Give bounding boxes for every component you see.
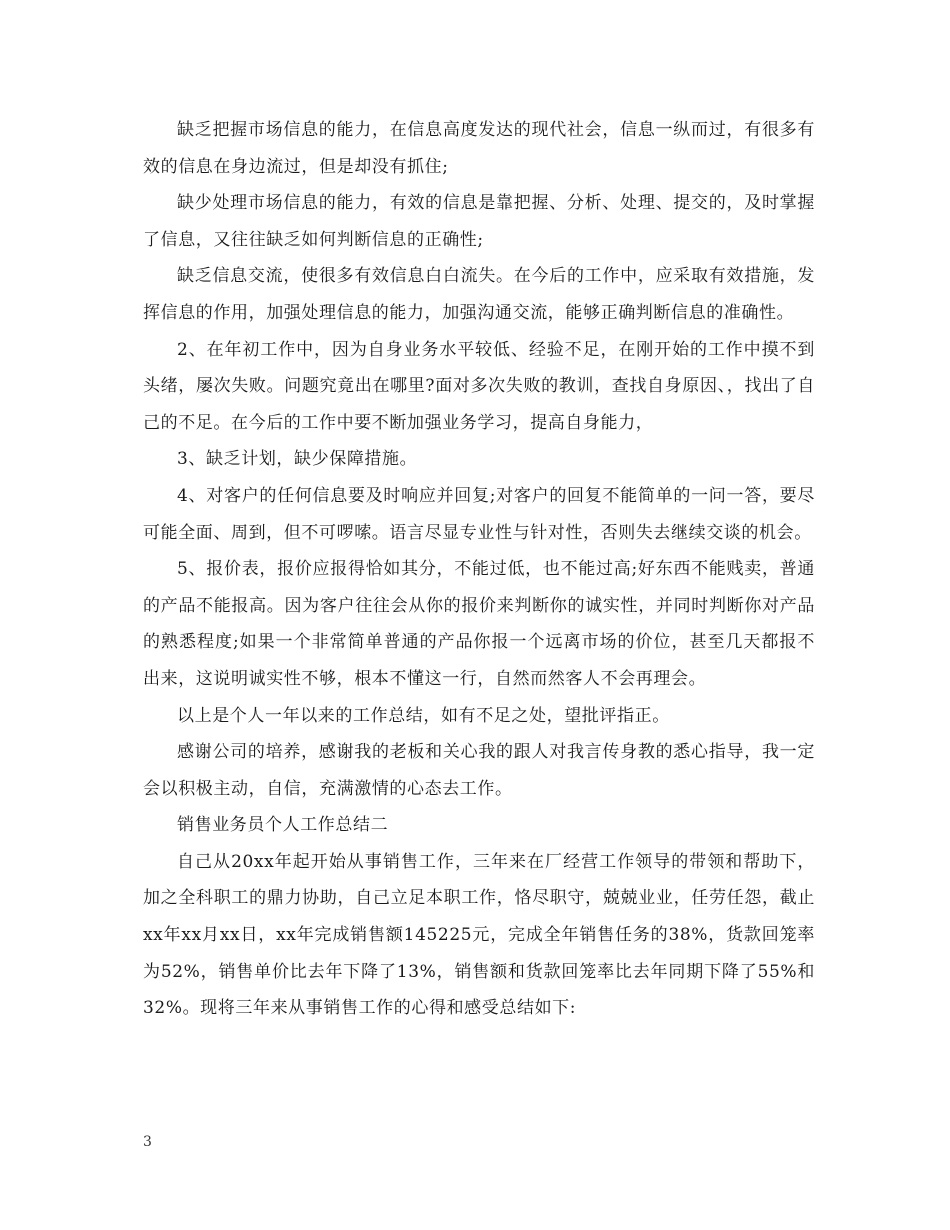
paragraph-item-5: 5、报价表，报价应报得恰如其分，不能过低，也不能过高;好东西不能贱卖，普通的产品不能报高。因为客户往往会从你的报价来判断你的诚实性，并同时判断你对产品的熟悉程度;如果一个非常简单普通的产品你报一个远离市场的价位，甚至几天都报不出来，这说明诚实性不够，根本不懂这一行，自然而然客人不会再理会。 xyxy=(143,559,815,689)
paragraph-section-intro: 自己从20xx年起开始从事销售工作，三年来在厂经营工作领导的带领和帮助下，加之全科职工的鼎力协助，自己立足本职工作，恪尽职守，兢兢业业，任劳任怨，截止xx年xx月xx日，xx年完成销售额145225元，完成全年销售任务的38%，货款回笼率为52%，销售单价比去年下降了13%，销售额和货款回笼率比去年同期下降了55%和32%。现将三年来从事销售工作的心得和感受总结如下: xyxy=(143,851,815,1019)
document-body xyxy=(143,112,815,1027)
paragraph-info-processing: 缺少处理市场信息的能力，有效的信息是靠把握、分析、处理、提交的，及时掌握了信息，又往往缺乏如何判断信息的正确性; xyxy=(143,193,815,250)
paragraph-info-exchange: 缺乏信息交流，使很多有效信息白白流失。在今后的工作中，应采取有效措施，发挥信息的作用，加强处理信息的能力，加强沟通交流，能够正确判断信息的准确性。 xyxy=(143,266,815,323)
paragraph-summary-closing: 以上是个人一年以来的工作总结，如有不足之处，望批评指正。 xyxy=(177,705,670,726)
paragraph-item-2: 2、在年初工作中，因为自身业务水平较低、经验不足，在刚开始的工作中摸不到头绪，屡次失败。问题究竟出在哪里?面对多次失败的教训，查找自身原因、，找出了自己的不足。在今后的工作中要不断加强业务学习，提高自身能力， xyxy=(143,339,815,433)
page-number: 3 xyxy=(143,1134,152,1150)
paragraph-info-grasp: 缺乏把握市场信息的能力，在信息高度发达的现代社会，信息一纵而过，有很多有效的信息在身边流过，但是却没有抓住; xyxy=(143,120,815,177)
paragraph-item-3: 3、缺乏计划，缺少保障措施。 xyxy=(177,449,418,470)
paragraph-thanks: 感谢公司的培养，感谢我的老板和关心我的跟人对我言传身教的悉心指导，我一定会以积极主动，自信，充满激情的心态去工作。 xyxy=(143,742,815,799)
paragraph-item-4: 4、对客户的任何信息要及时响应并回复;对客户的回复不能简单的一问一答，要尽可能全面、周到，但不可啰嗦。语言尽显专业性与针对性，否则失去继续交谈的机会。 xyxy=(143,485,815,543)
section-heading: 销售业务员个人工作总结二 xyxy=(177,815,389,836)
